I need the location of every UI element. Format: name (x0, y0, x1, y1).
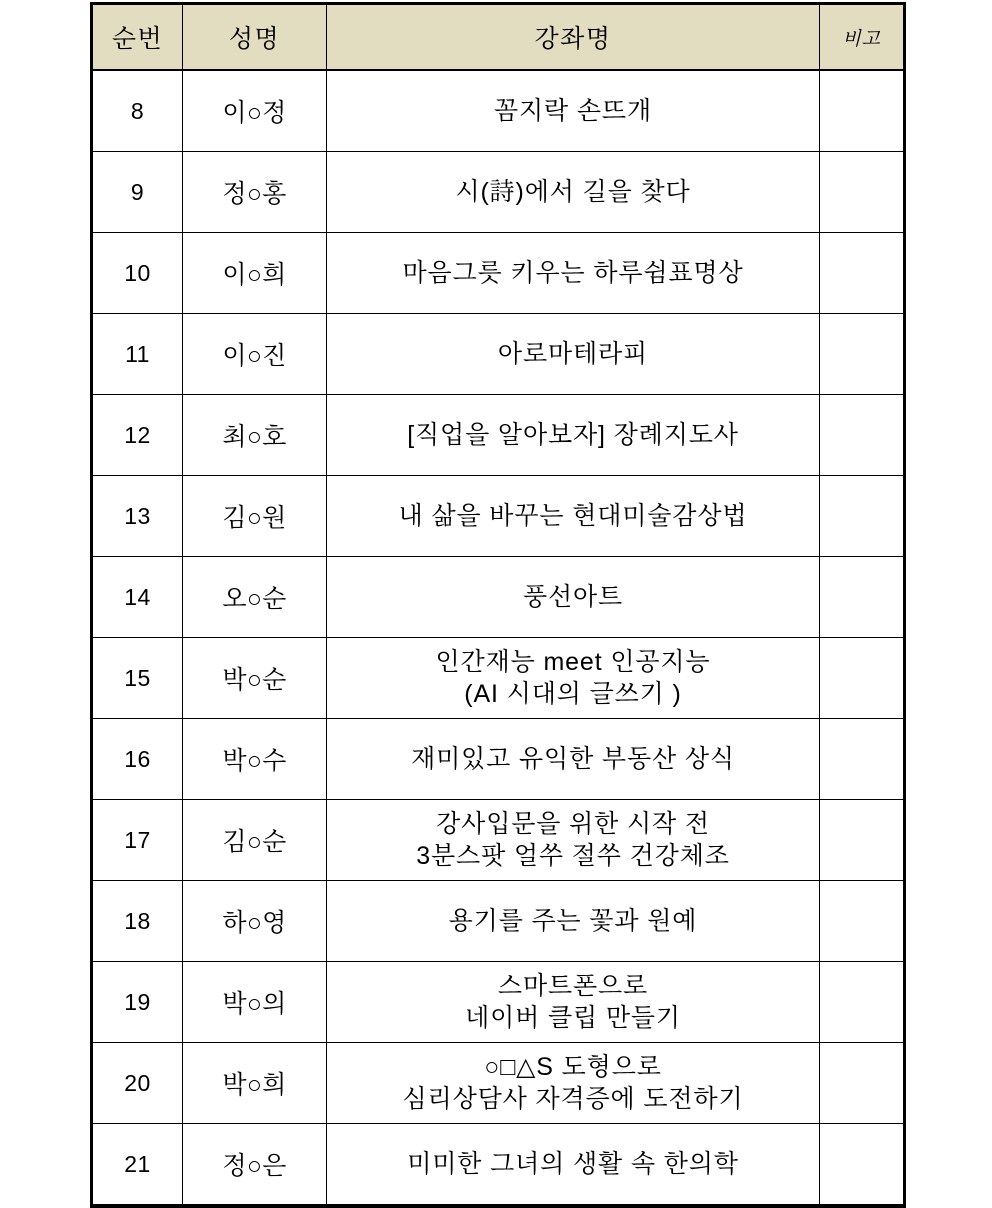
cell-course-title (327, 719, 820, 800)
cell-course-title (327, 800, 820, 881)
cell-no: 17 (92, 800, 183, 881)
cell-note (820, 233, 905, 314)
table-row (92, 395, 905, 476)
course-title-line: 꼼지락 손뜨개 (494, 97, 652, 125)
table-row (92, 962, 905, 1043)
cell-instructor-name: 박○희 (183, 1043, 327, 1124)
cell-note (820, 638, 905, 719)
course-title-line: (AI 시대의 글쓰기 ) (464, 680, 682, 708)
cell-no: 10 (92, 233, 183, 314)
course-title-line: 스마트폰으로 (497, 972, 649, 1000)
table-row (92, 638, 905, 719)
cell-instructor-name: 박○의 (183, 962, 327, 1043)
column-header-title: 강좌명 (327, 4, 820, 71)
cell-instructor-name: 하○영 (183, 881, 327, 962)
cell-note (820, 962, 905, 1043)
table-row (92, 881, 905, 962)
table-row (92, 719, 905, 800)
cell-course-title (327, 881, 820, 962)
cell-no: 19 (92, 962, 183, 1043)
table-row (92, 233, 905, 314)
table-body (92, 70, 905, 1206)
table-row (92, 70, 905, 152)
course-table (90, 2, 906, 1208)
column-header-name: 성명 (183, 4, 327, 71)
course-title-line: 미미한 그녀의 생활 속 한의학 (407, 1150, 739, 1178)
course-title-line: 3분스팟 얼쑤 절쑤 건강체조 (416, 842, 730, 870)
cell-instructor-name: 정○홍 (183, 152, 327, 233)
cell-no: 15 (92, 638, 183, 719)
course-title-line: 마음그릇 키우는 하루쉼표명상 (402, 259, 744, 287)
course-title-line: 용기를 주는 꽃과 원예 (448, 907, 698, 935)
table-header (92, 4, 905, 71)
table-row (92, 1124, 905, 1207)
cell-course-title (327, 1124, 820, 1207)
table-header-row (92, 4, 905, 71)
cell-course-title (327, 557, 820, 638)
cell-note (820, 1124, 905, 1207)
cell-instructor-name: 이○정 (183, 70, 327, 152)
table-row (92, 476, 905, 557)
cell-instructor-name: 박○순 (183, 638, 327, 719)
course-title-line: 내 삶을 바꾸는 현대미술감상법 (398, 502, 748, 530)
course-title-line: 재미있고 유익한 부동산 상식 (411, 745, 735, 773)
cell-no: 9 (92, 152, 183, 233)
cell-instructor-name: 최○호 (183, 395, 327, 476)
cell-no: 18 (92, 881, 183, 962)
course-title-line: 인간재능 meet 인공지능 (435, 648, 711, 676)
cell-note (820, 70, 905, 152)
cell-course-title (327, 314, 820, 395)
cell-no: 16 (92, 719, 183, 800)
cell-course-title (327, 233, 820, 314)
cell-instructor-name: 김○원 (183, 476, 327, 557)
cell-no: 13 (92, 476, 183, 557)
cell-no: 8 (92, 70, 183, 152)
course-title-line: 풍선아트 (522, 583, 624, 611)
cell-instructor-name: 이○진 (183, 314, 327, 395)
cell-course-title (327, 962, 820, 1043)
cell-no: 12 (92, 395, 183, 476)
cell-no: 21 (92, 1124, 183, 1207)
course-title-line: 네이버 클립 만들기 (465, 1004, 681, 1032)
cell-note (820, 881, 905, 962)
course-title-line: 강사입문을 위한 시작 전 (436, 810, 710, 838)
course-title-line: 시(詩)에서 길을 찾다 (455, 178, 691, 206)
cell-course-title (327, 1043, 820, 1124)
course-title-line: [직업을 알아보자] 장례지도사 (407, 421, 739, 449)
cell-instructor-name: 김○순 (183, 800, 327, 881)
table-row (92, 152, 905, 233)
cell-instructor-name: 박○수 (183, 719, 327, 800)
cell-course-title (327, 70, 820, 152)
course-title-line: 아로마테라피 (497, 340, 649, 368)
cell-note (820, 152, 905, 233)
course-title-line: 심리상담사 자격증에 도전하기 (402, 1085, 744, 1113)
table-row (92, 314, 905, 395)
table-row (92, 1043, 905, 1124)
cell-note (820, 395, 905, 476)
table-row (92, 800, 905, 881)
cell-instructor-name: 오○순 (183, 557, 327, 638)
cell-note (820, 476, 905, 557)
cell-course-title (327, 476, 820, 557)
cell-note (820, 800, 905, 881)
column-header-no: 순번 (92, 4, 183, 71)
cell-instructor-name: 이○희 (183, 233, 327, 314)
column-header-note: 비고 (820, 4, 905, 71)
cell-course-title (327, 638, 820, 719)
course-title-line: ○□△S 도형으로 (484, 1053, 662, 1081)
cell-no: 20 (92, 1043, 183, 1124)
cell-note (820, 314, 905, 395)
cell-no: 11 (92, 314, 183, 395)
cell-course-title (327, 395, 820, 476)
table-row (92, 557, 905, 638)
cell-course-title (327, 152, 820, 233)
cell-instructor-name: 정○은 (183, 1124, 327, 1207)
cell-no: 14 (92, 557, 183, 638)
cell-note (820, 557, 905, 638)
cell-note (820, 1043, 905, 1124)
cell-note (820, 719, 905, 800)
